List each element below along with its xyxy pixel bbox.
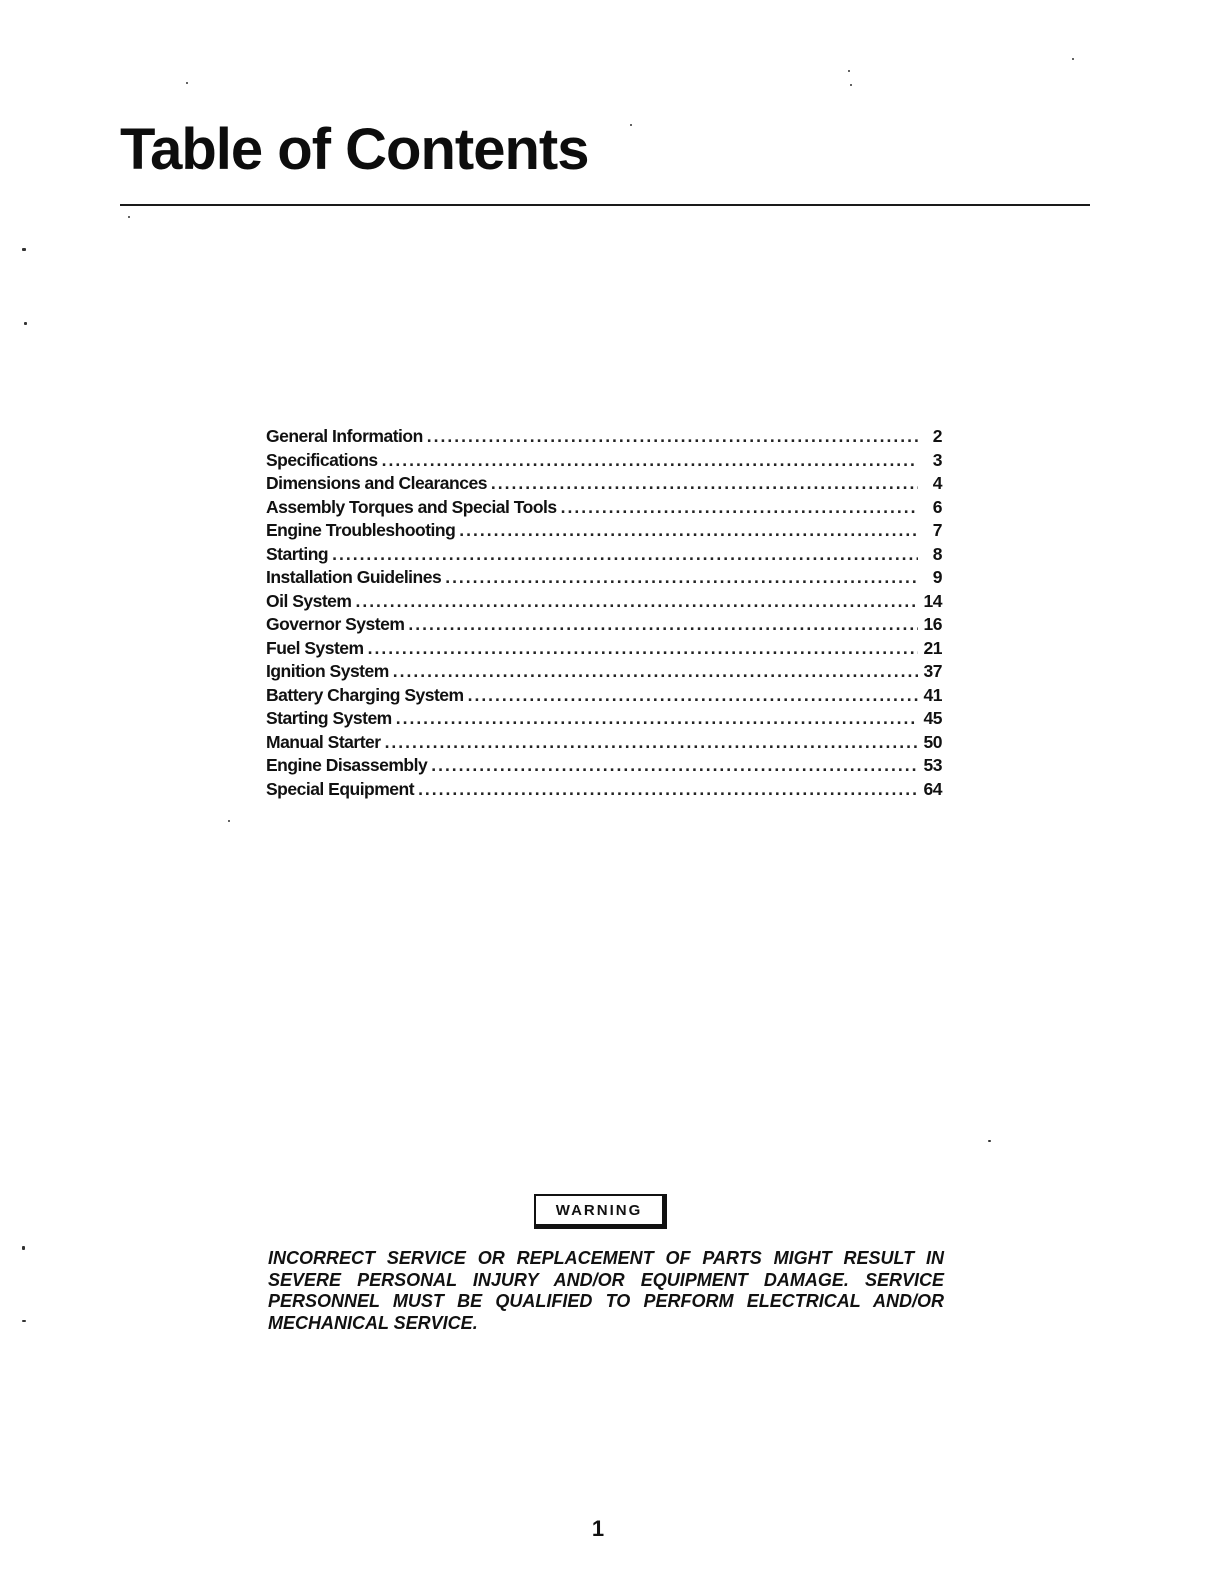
toc-entry-page: 16: [923, 614, 942, 634]
dot-leader: [385, 732, 918, 753]
scan-speck: [22, 1320, 26, 1322]
toc-entry-label: Starting: [266, 543, 329, 564]
toc-entry[interactable]: [266, 473, 942, 497]
toc-entry-label: Fuel System: [266, 637, 364, 658]
toc-entry-page: 41: [923, 684, 942, 705]
toc-entry[interactable]: [266, 661, 942, 685]
dot-leader: [355, 591, 918, 612]
toc-entry[interactable]: [266, 591, 942, 615]
toc-entry-label: Specifications: [266, 449, 378, 470]
dot-leader: [393, 661, 918, 682]
scan-speck: [22, 248, 26, 251]
warning-badge: WARNING: [534, 1194, 667, 1229]
toc-entry-page: 14: [923, 590, 942, 611]
dot-leader: [459, 520, 918, 541]
toc-entry-page: 64: [923, 778, 942, 799]
scan-speck: [186, 82, 188, 84]
toc-entry-label: Special Equipment: [266, 778, 415, 799]
dot-leader: [468, 685, 918, 706]
toc-entry-page: 21: [923, 637, 942, 658]
dot-leader: [561, 497, 918, 518]
dot-leader: [396, 708, 918, 729]
toc-entry-page: 8: [932, 543, 942, 564]
toc-entry-page: 2: [932, 426, 942, 446]
toc-entry-label: Governor System: [266, 614, 405, 634]
toc-entry-label: Starting System: [266, 708, 392, 728]
title-divider: [120, 204, 1090, 206]
scan-speck: [22, 1246, 25, 1250]
dot-leader: [431, 755, 918, 776]
toc-entry-label: Engine Troubleshooting: [266, 520, 456, 540]
dot-leader: [418, 779, 918, 800]
toc-entry[interactable]: [266, 732, 942, 756]
warning-text: INCORRECT SERVICE OR REPLACEMENT OF PARTS MIGHT RESULT IN SEVERE PERSONAL INJURY AND/OR EQUIPMENT DAMAGE. SERVICE PERSONNEL MUST BE QUALIFIED TO PERFORM ELECTRICAL AND/OR MECHANICAL SERVICE.: [268, 1248, 944, 1333]
dot-leader: [427, 426, 918, 447]
toc-entry[interactable]: [266, 755, 942, 779]
toc-entry-page: 45: [923, 708, 942, 728]
toc-entry-label: Assembly Torques and Special Tools: [266, 496, 557, 517]
toc-entry[interactable]: [266, 520, 942, 544]
dot-leader: [382, 450, 918, 471]
scan-speck: [850, 84, 852, 86]
scan-speck: [848, 70, 850, 72]
toc-entry[interactable]: [266, 544, 942, 568]
scan-speck: [128, 216, 130, 218]
toc-entry-page: 37: [923, 661, 942, 681]
toc-entry-label: Dimensions and Clearances: [266, 473, 487, 493]
page-number: 1: [591, 1516, 605, 1541]
scan-speck: [228, 820, 230, 822]
toc-entry-label: General Information: [266, 426, 423, 446]
toc-entry-page: 3: [932, 449, 942, 470]
toc-entry[interactable]: [266, 708, 942, 732]
toc-entry-page: 4: [932, 473, 942, 493]
toc-entry-page: 53: [923, 755, 942, 775]
toc-entry[interactable]: [266, 450, 942, 474]
table-of-contents: [266, 426, 942, 802]
toc-entry[interactable]: [266, 497, 942, 521]
toc-entry-page: 9: [932, 567, 942, 587]
toc-entry[interactable]: [266, 638, 942, 662]
toc-entry[interactable]: [266, 426, 942, 450]
dot-leader: [368, 638, 918, 659]
toc-entry[interactable]: [266, 614, 942, 638]
toc-entry-page: 7: [932, 520, 942, 540]
toc-entry-label: Engine Disassembly: [266, 755, 428, 775]
toc-entry-page: 50: [923, 731, 942, 752]
toc-entry-label: Oil System: [266, 590, 352, 611]
page-title: Table of Contents: [120, 117, 589, 182]
toc-entry-page: 6: [932, 496, 942, 517]
dot-leader: [491, 473, 918, 494]
toc-entry-label: Ignition System: [266, 661, 389, 681]
dot-leader: [408, 614, 918, 635]
scan-speck: [24, 322, 27, 325]
toc-entry[interactable]: [266, 567, 942, 591]
scan-speck: [630, 124, 632, 126]
toc-entry[interactable]: [266, 685, 942, 709]
toc-entry-label: Manual Starter: [266, 731, 381, 752]
scan-speck: [988, 1140, 991, 1142]
toc-entry-label: Battery Charging System: [266, 684, 464, 705]
toc-entry-label: Installation Guidelines: [266, 567, 442, 587]
scan-speck: [1072, 58, 1074, 60]
dot-leader: [445, 567, 918, 588]
dot-leader: [332, 544, 918, 565]
toc-entry[interactable]: [266, 779, 942, 803]
